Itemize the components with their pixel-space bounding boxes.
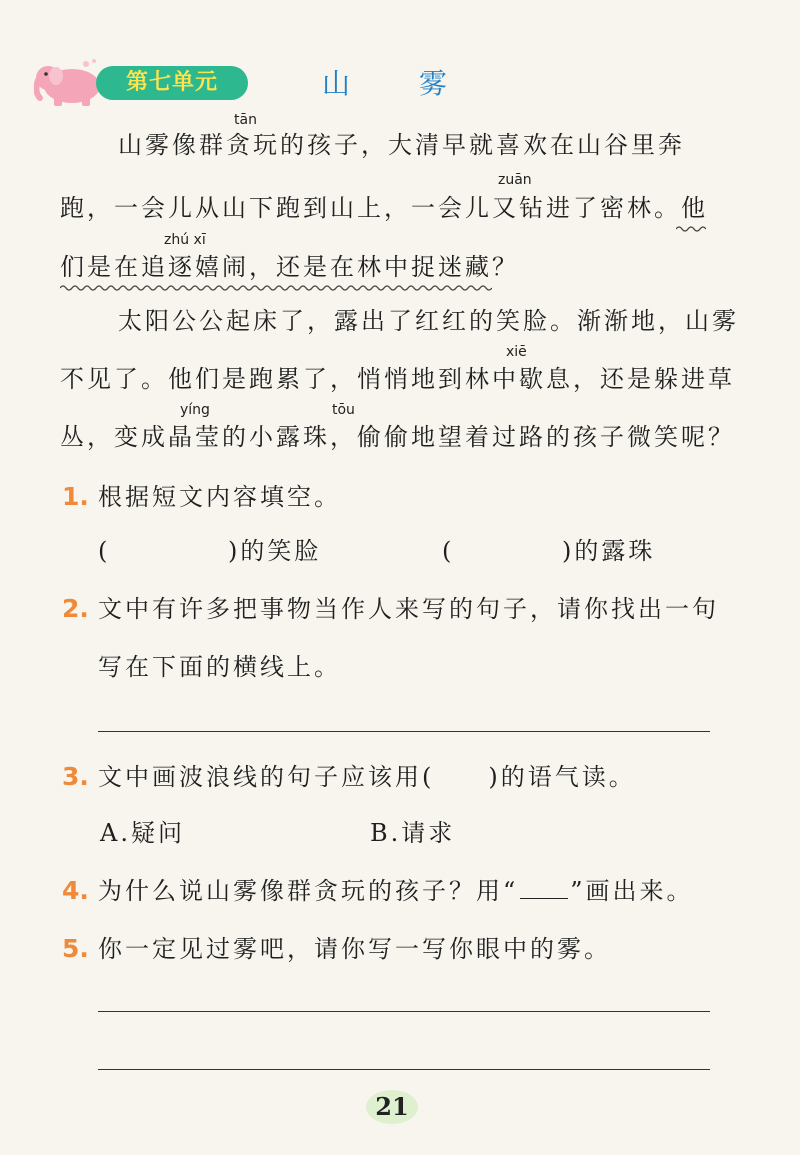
question-3-number: 3. [62, 762, 89, 791]
question-5-number: 5. [62, 934, 89, 963]
question-5-text: 你一定见过雾吧，请你写一写你眼中的雾。 [98, 935, 611, 963]
q1-blank-2-label: )的露珠 [562, 537, 656, 565]
pinyin-zuan: zuān [498, 172, 532, 188]
pinyin-zhu-xi: zhú xī [164, 232, 206, 248]
q1-blank-1-open[interactable]: ( [98, 537, 111, 565]
q1-blank-2-open[interactable]: ( [442, 537, 455, 565]
pinyin-tan: tān [234, 112, 257, 128]
question-4-text [98, 876, 694, 906]
question-2-text-line2: 写在下面的横线上。 [98, 653, 341, 681]
wavy-underline [60, 284, 492, 292]
inline-underline-sample [520, 876, 568, 899]
answer-line-q2[interactable] [98, 731, 710, 732]
unit-label: 第七单元 [96, 66, 248, 100]
question-1-text: 根据短文内容填空。 [98, 483, 341, 511]
pinyin-ying: yíng [180, 402, 210, 418]
question-4-text-before: 为什么说山雾像群贪玩的孩子？用“ [98, 877, 519, 905]
wavy-underline [676, 225, 706, 233]
page-number: 21 [375, 1092, 409, 1121]
question-3-text: 文中画波浪线的句子应该用( )的语气读。 [98, 763, 636, 791]
passage-p2-line2: 不见了。他们是跑累了，悄悄地到林中歇息，还是躲进草 [60, 365, 735, 393]
pinyin-tou: tōu [332, 402, 355, 418]
passage-p1-line2: 跑，一会儿从山下跑到山上，一会儿又钻进了密林。他 [60, 194, 708, 222]
unit-badge [34, 58, 220, 104]
question-4-number: 4. [62, 876, 89, 905]
q1-blank-1-label: )的笑脸 [228, 537, 322, 565]
passage-p1-line1: 山雾像群贪玩的孩子，大清早就喜欢在山谷里奔 [118, 131, 685, 159]
question-2-text-line1: 文中有许多把事物当作人来写的句子，请你找出一句 [98, 595, 719, 623]
passage-p2-line3: 丛，变成晶莹的小露珠，偷偷地望着过路的孩子微笑呢？ [60, 423, 735, 451]
answer-line-q5-1[interactable] [98, 1011, 710, 1012]
question-1-number: 1. [62, 482, 89, 511]
passage-p2-line1: 太阳公公起床了，露出了红红的笑脸。渐渐地，山雾 [118, 307, 739, 335]
answer-line-q5-2[interactable] [98, 1069, 710, 1070]
pinyin-xie: xiē [506, 344, 527, 360]
q3-option-b[interactable]: B.请求 [370, 819, 456, 847]
q3-option-a[interactable]: A.疑问 [100, 819, 185, 847]
question-2-number: 2. [62, 594, 89, 623]
passage-p1-line3: 们是在追逐嬉闹，还是在林中捉迷藏？ [60, 253, 519, 281]
question-4-text-after: ”画出来。 [570, 877, 694, 905]
lesson-title: 山 雾 [322, 67, 477, 100]
